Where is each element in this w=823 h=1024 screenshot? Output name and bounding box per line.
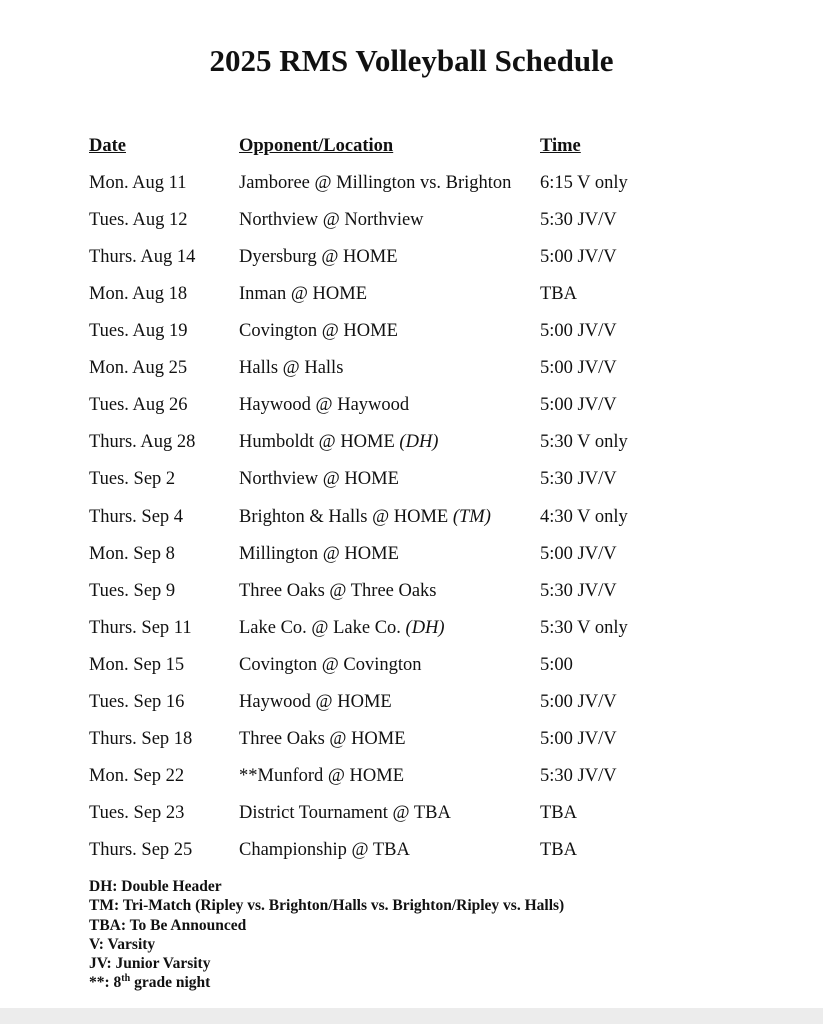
opponent-text: Covington @ HOME	[239, 321, 398, 341]
opponent-text: Haywood @ Haywood	[239, 395, 410, 415]
opponent-text: Dyersburg @ HOME	[239, 247, 398, 267]
row-opponent	[239, 171, 511, 195]
opponent-text: Jamboree @ Millington vs. Brighton	[239, 173, 512, 193]
row-time: 5:30 JV/V	[540, 766, 617, 786]
row-opponent	[239, 319, 398, 343]
row-opponent	[239, 430, 438, 454]
row-opponent	[239, 653, 422, 677]
date-header: Date	[89, 136, 126, 156]
legend-dh: DH: Double Header	[89, 878, 222, 895]
row-time: 5:00 JV/V	[540, 692, 617, 712]
opponent-header: Opponent/Location	[239, 136, 394, 156]
row-opponent	[239, 505, 491, 529]
row-time: 6:15 V only	[540, 173, 628, 193]
opponent-text: **Munford @ HOME	[239, 766, 405, 786]
legend-jv: JV: Junior Varsity	[89, 955, 211, 973]
opponent-text: Inman @ HOME	[239, 284, 368, 304]
row-date: Mon. Aug 18	[89, 284, 188, 304]
opponent-text: Lake Co. @ Lake Co.	[239, 618, 401, 638]
row-time: 5:30 V only	[540, 432, 628, 452]
row-date: Mon. Aug 25	[89, 358, 188, 378]
row-opponent	[239, 208, 424, 232]
legend-v: V: Varsity	[89, 935, 156, 953]
row-time: 5:00 JV/V	[540, 247, 617, 267]
row-date: Tues. Aug 19	[89, 321, 188, 341]
opponent-text: Three Oaks @ Three Oaks	[239, 581, 437, 601]
opponent-text: Brighton & Halls @ HOME	[239, 507, 449, 527]
row-time: 5:30 JV/V	[540, 581, 617, 601]
row-opponent	[239, 616, 445, 640]
row-time: 5:00 JV/V	[540, 358, 617, 378]
match-note: (TM)	[452, 507, 491, 527]
row-opponent	[239, 727, 406, 751]
row-time: TBA	[540, 284, 577, 304]
row-time: 5:30 V only	[540, 618, 628, 638]
match-note: (DH)	[399, 432, 439, 452]
row-date: Thurs. Sep 11	[89, 618, 192, 638]
legend-tba: TBA: To Be Announced	[89, 916, 247, 934]
opponent-text: Covington @ Covington	[239, 655, 422, 675]
row-opponent	[239, 245, 398, 269]
row-opponent	[239, 838, 410, 862]
legend-night-prefix: **: 8	[89, 974, 122, 992]
row-opponent	[239, 690, 392, 714]
legend-tm: TM: Tri-Match (Ripley vs. Brighton/Halls vs. Brighton/Ripley vs. Halls)	[89, 897, 565, 915]
row-date: Mon. Sep 15	[89, 655, 185, 675]
row-opponent	[239, 764, 404, 788]
legend	[89, 877, 564, 993]
opponent-text: Humboldt @ HOME	[239, 432, 395, 452]
row-date: Thurs. Sep 25	[89, 840, 193, 860]
row-opponent	[239, 393, 409, 417]
row-time: 4:30 V only	[540, 507, 628, 527]
opponent-text: Northview @ Northview	[239, 210, 424, 230]
row-time: 5:00 JV/V	[540, 729, 617, 749]
legend-night-suffix: grade night	[130, 974, 211, 992]
row-date: Tues. Sep 16	[89, 692, 185, 712]
legend-eighth-grade-night	[89, 973, 564, 992]
opponent-text: Millington @ HOME	[239, 544, 399, 564]
row-time: 5:30 JV/V	[540, 210, 617, 230]
opponent-text: District Tournament @ TBA	[239, 803, 451, 823]
row-date: Mon. Sep 8	[89, 544, 175, 564]
row-time: TBA	[540, 803, 577, 823]
row-time: 5:00 JV/V	[540, 321, 617, 341]
row-opponent	[239, 467, 399, 491]
opponent-text: Northview @ HOME	[239, 469, 399, 489]
row-time: TBA	[540, 840, 577, 860]
opponent-text: Halls @ Halls	[239, 358, 344, 378]
row-opponent	[239, 542, 399, 566]
row-time: 5:00 JV/V	[540, 544, 617, 564]
opponent-text: Championship @ TBA	[239, 840, 410, 860]
row-opponent	[239, 579, 437, 603]
row-date: Thurs. Aug 14	[89, 247, 196, 267]
legend-night-superscript: th	[121, 973, 131, 985]
row-date: Tues. Aug 26	[89, 395, 188, 415]
row-date: Tues. Sep 9	[89, 581, 176, 601]
row-date: Tues. Sep 23	[89, 803, 185, 823]
row-date: Mon. Aug 11	[89, 173, 187, 193]
row-opponent	[239, 282, 367, 306]
row-date: Tues. Sep 2	[89, 469, 176, 489]
row-date: Thurs. Aug 28	[89, 432, 196, 452]
match-note: (DH)	[405, 618, 445, 638]
opponent-text: Three Oaks @ HOME	[239, 729, 406, 749]
row-date: Mon. Sep 22	[89, 766, 185, 786]
row-date: Thurs. Sep 18	[89, 729, 193, 749]
row-time: 5:00 JV/V	[540, 395, 617, 415]
row-date: Thurs. Sep 4	[89, 507, 184, 527]
row-time: 5:30 JV/V	[540, 469, 617, 489]
row-time: 5:00	[540, 655, 573, 675]
row-opponent	[239, 801, 451, 825]
page-title: 2025 RMS Volleyball Schedule	[209, 43, 614, 78]
page-bottom-edge	[0, 1008, 823, 1024]
time-header: Time	[540, 136, 581, 156]
opponent-text: Haywood @ HOME	[239, 692, 392, 712]
row-date: Tues. Aug 12	[89, 210, 188, 230]
row-opponent	[239, 356, 343, 380]
